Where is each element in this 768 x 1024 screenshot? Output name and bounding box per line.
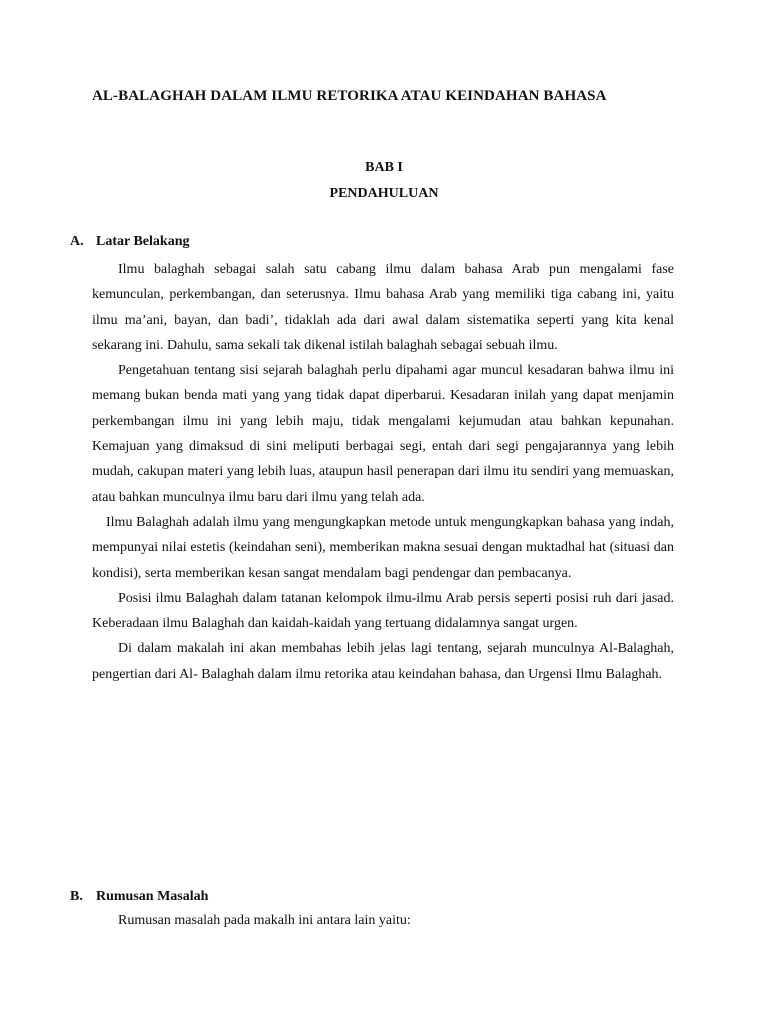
section-a-title: Latar Belakang [96,234,190,249]
paragraph: Pengetahuan tentang sisi sejarah balaghah perlu dipahami agar muncul kesadaran bahwa ilmu ini memang bukan benda mati yang yang tidak dapat diperbarui. Kesadaran inilah yang dapat menjamin perkembangan ilmu ini yang lebih maju, tidak mengalami kejumudan atau bahkan kepunahan. Kemajuan yang dimaksud di sini meliputi berbagai segi, entah dari segi pengajarannya yang lebih mudah, cakupan materi yang lebih luas, ataupun hasil penerapan dari ilmu itu sendiri yang memuaskan, atau bahkan munculnya ilmu baru dari ilmu yang telah ada. [92,363,674,505]
section-a-letter: A. [70,234,84,249]
section-b-heading [70,889,208,905]
rumusan-masalah-text: Rumusan masalah pada makalh ini antara lain yaitu: [118,913,411,928]
paragraph: Ilmu Balaghah adalah ilmu yang mengungkapkan metode untuk mengungkapkan bahasa yang indah, mempunyai nilai estetis (keindahan seni), memberikan makna sesuai dengan muktadhal hat (situasi dan kondisi), serta memberikan kesan sangat mendalam bagi pendengar dan pembacanya. [92,514,674,581]
section-b-title: Rumusan Masalah [96,889,209,904]
chapter-number: BAB I [365,160,403,175]
latar-belakang-body [92,257,674,687]
paragraph: Ilmu balaghah sebagai salah satu cabang ilmu dalam bahasa Arab pun mengalami fase kemunculan, perkembangan, dan seterusnya. Ilmu bahasa Arab yang memiliki tiga cabang ini, yaitu ilmu ma’ani, bayan, dan badi’, tidaklah ada dari awal dalam sistematika seperti yang kita kenal sekarang ini. Dahulu, sama sekali tak dikenal istilah balaghah sebagai sebuah ilmu. [92,262,674,353]
chapter-title: PENDAHULUAN [329,186,439,201]
document-title: AL-BALAGHAH DALAM ILMU RETORIKA ATAU KEINDAHAN BAHASA [92,88,607,104]
paragraph: Di dalam makalah ini akan membahas lebih jelas lagi tentang, sejarah munculnya Al-Balaghah, pengertian dari Al- Balaghah dalam ilmu retorika atau keindahan bahasa, dan Urgensi Ilmu Balaghah. [92,641,674,682]
section-a-heading [70,234,189,250]
section-b-letter: B. [70,889,83,904]
paragraph: Posisi ilmu Balaghah dalam tatanan kelompok ilmu-ilmu Arab persis seperti posisi ruh dari jasad. Keberadaan ilmu Balaghah dan kaidah-kaidah yang tertuang didalamnya sangat urgen. [92,590,674,632]
